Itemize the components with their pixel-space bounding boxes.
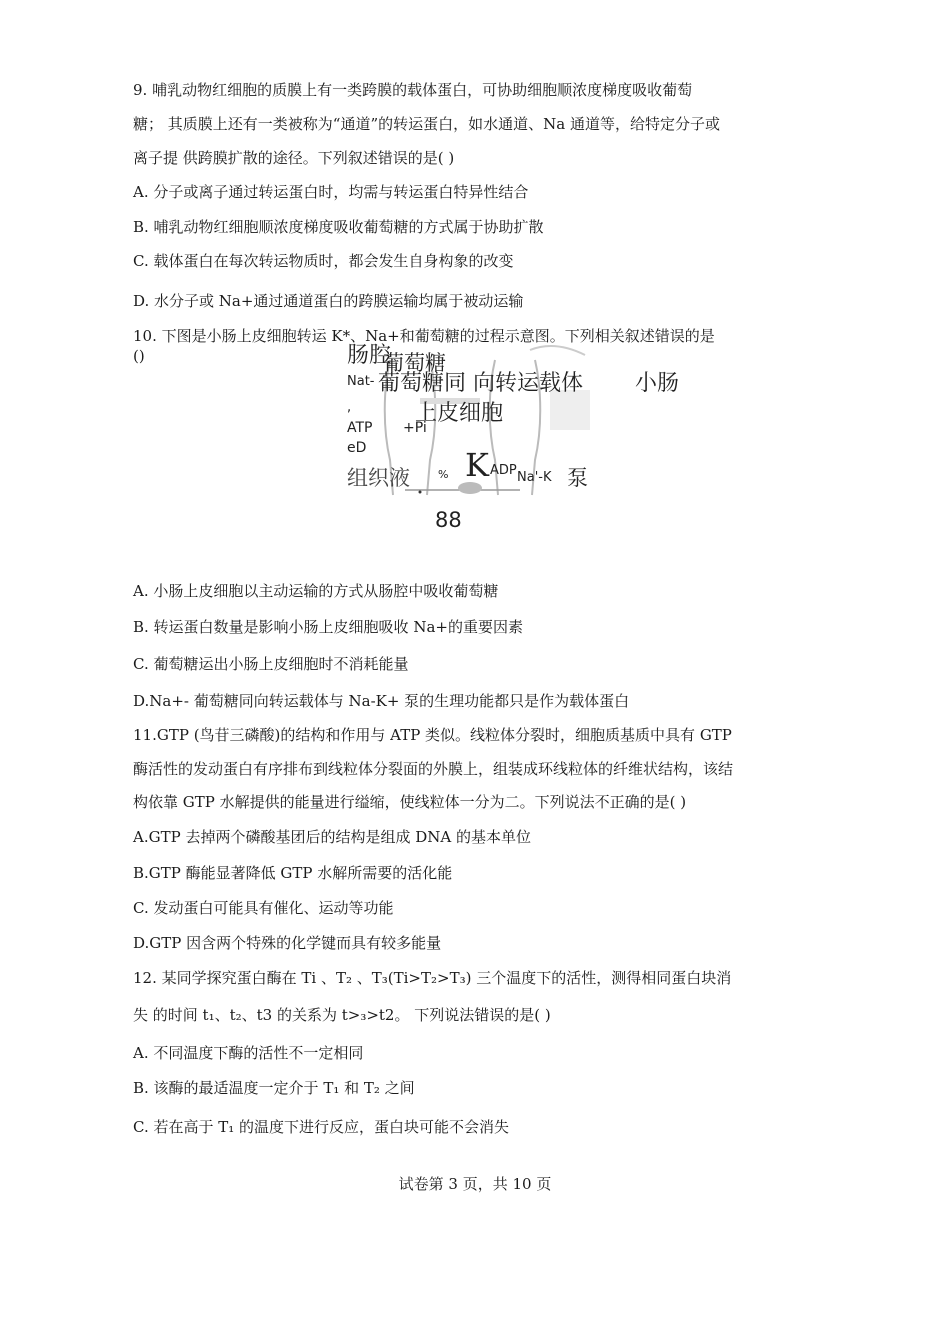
q9-stem-line-1: 9. 哺乳动物红细胞的质膜上有一类跨膜的载体蛋白，可协助细胞顺浓度梯度吸收葡萄 <box>133 81 693 99</box>
label-nat: Nat- <box>347 374 375 389</box>
label-putaotang: 葡萄糖 <box>383 351 446 375</box>
q10-option-b: B. 转运蛋白数量是影响小肠上皮细胞吸收 Na+的重要因素 <box>133 618 523 636</box>
page-footer: 试卷第 3 页，共 10 页 <box>398 1175 552 1193</box>
q11-stem-line-2: 酶活性的发动蛋白有序排布到线粒体分裂面的外膜上，组装成环线粒体的纤维状结构，该结 <box>133 760 734 778</box>
q11-option-d: D.GTP 因含两个特殊的化学键而具有较多能量 <box>133 934 442 952</box>
q10-option-c: C. 葡萄糖运出小肠上皮细胞时不消耗能量 <box>133 655 409 673</box>
label-adp: ADP <box>490 463 517 478</box>
q9-option-d: D. 水分子或 Na+通过通道蛋白的跨膜运输均属于被动运输 <box>133 292 524 310</box>
q12-stem-line-1: 12. 某同学探究蛋白酶在 Ti 、T₂ 、T₃(Ti>T₂>T₃) 三个温度下的活性，测得相同蛋白块消 <box>133 969 732 987</box>
label-zuzhiye: 组织液 <box>347 466 410 490</box>
label-carrier: 葡萄糖同 向转运载体 <box>378 371 583 396</box>
q10-stem-line-2: () <box>133 347 145 365</box>
q9-stem-line-3: 离子提 供跨膜扩散的途径。下列叙述错误的是( ) <box>133 149 455 167</box>
q11-option-a: A.GTP 去掉两个磷酸基团后的结构是组成 DNA 的基本单位 <box>133 828 531 846</box>
q9-option-c: C. 载体蛋白在每次转运物质时，都会发生自身构象的改变 <box>133 252 514 270</box>
label-beng: 泵 <box>567 466 588 490</box>
q10-option-d: D.Na+- 葡萄糖同向转运载体与 Na-K+ 泵的生理功能都只是作为载体蛋白 <box>133 692 630 710</box>
q10-option-a: A. 小肠上皮细胞以主动运输的方式从肠腔中吸收葡萄糖 <box>133 582 499 600</box>
label-atp: ATP <box>347 420 373 436</box>
q12-stem-line-2: 失 的时间 t₁、t₂、t3 的关系为 t>₃>t2。 下列说法错误的是( ) <box>133 1006 551 1024</box>
q9-option-b: B. 哺乳动物红细胞顺浓度梯度吸收葡萄糖的方式属于协助扩散 <box>133 218 544 236</box>
q12-option-c: C. 若在高于 T₁ 的温度下进行反应，蛋白块可能不会消失 <box>133 1118 510 1136</box>
label-xiaochang: 小肠 <box>635 371 680 396</box>
q11-option-c: C. 发动蛋白可能具有催化、运动等功能 <box>133 899 394 917</box>
q11-option-b: B.GTP 酶能显著降低 GTP 水解所需要的活化能 <box>133 864 453 882</box>
label-comma: , <box>347 400 352 415</box>
label-pi: +Pi <box>403 420 427 436</box>
q11-stem-line-3: 构依靠 GTP 水解提供的能量进行缢缩，使线粒体一分为二。下列说法不正确的是( ) <box>133 793 687 811</box>
intestinal-cell-diagram <box>345 330 765 540</box>
q9-stem-line-2: 糖； 其质膜上还有一类被称为“通道”的转运蛋白，如水通道、Na 通道等，给特定分子或 <box>133 115 720 133</box>
label-pct: % <box>438 468 449 481</box>
label-88: 88 <box>435 508 462 532</box>
q9-option-a: A. 分子或离子通过转运蛋白时，均需与转运蛋白特异性结合 <box>133 183 529 201</box>
label-shangpi: 上皮细胞 <box>415 401 504 426</box>
q10-stem-line-1: 10. 下图是小肠上皮细胞转运 K*、Na+和葡萄糖的过程示意图。下列相关叙述错误的是 <box>133 327 715 345</box>
q12-option-a: A. 不同温度下酶的活性不一定相同 <box>133 1044 364 1062</box>
label-changqiang: 肠腔 <box>347 343 392 368</box>
label-nak: Na'-K <box>517 470 552 485</box>
label-ed: eD <box>347 440 367 456</box>
label-k: K <box>465 446 489 484</box>
q12-option-b: B. 该酶的最适温度一定介于 T₁ 和 T₂ 之间 <box>133 1079 415 1097</box>
q11-stem-line-1: 11.GTP (鸟苷三磷酸)的结构和作用与 ATP 类似。线粒体分裂时，细胞质基质中具有 GTP <box>133 726 732 744</box>
